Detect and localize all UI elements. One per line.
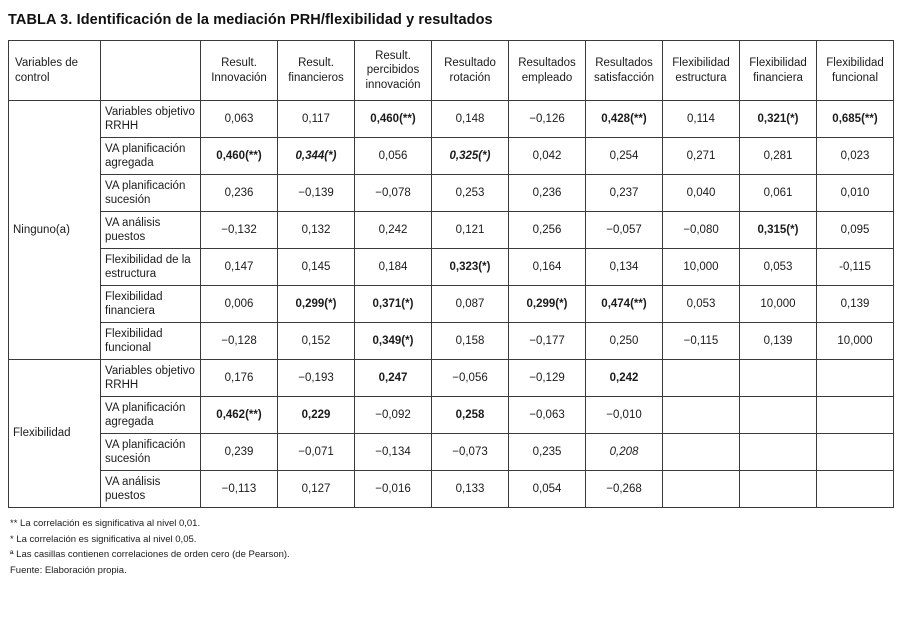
value-cell	[740, 360, 817, 397]
row-label: Flexibilidad de la estructura	[101, 249, 201, 286]
value-cell: 0,053	[740, 249, 817, 286]
row-label: VA planificación agregada	[101, 397, 201, 434]
col-header-4: Resultados empleado	[509, 41, 586, 101]
table-row	[9, 138, 894, 175]
value-cell: -0,115	[817, 249, 894, 286]
value-cell: 0,117	[278, 101, 355, 138]
value-cell: 0,462(**)	[201, 397, 278, 434]
value-cell: −0,016	[355, 471, 432, 508]
value-cell	[663, 434, 740, 471]
value-cell	[817, 360, 894, 397]
value-cell: 0,325(*)	[432, 138, 509, 175]
table-row	[9, 360, 894, 397]
value-cell	[740, 434, 817, 471]
col-header-2: Result. percibidos innovación	[355, 41, 432, 101]
value-cell: 0,053	[663, 286, 740, 323]
value-cell: 0,054	[509, 471, 586, 508]
value-cell: 0,184	[355, 249, 432, 286]
col-header-0: Result. Innovación	[201, 41, 278, 101]
value-cell: 0,460(**)	[201, 138, 278, 175]
value-cell: 0,127	[278, 471, 355, 508]
value-cell: 0,236	[509, 175, 586, 212]
value-cell	[817, 434, 894, 471]
value-cell: −0,134	[355, 434, 432, 471]
col-header-6: Flexibilidad estructura	[663, 41, 740, 101]
row-label: VA planificación sucesión	[101, 175, 201, 212]
value-cell: 0,271	[663, 138, 740, 175]
value-cell: 0,132	[278, 212, 355, 249]
table-body	[9, 101, 894, 508]
value-cell: 0,087	[432, 286, 509, 323]
correlation-table	[8, 40, 894, 508]
value-cell: 0,428(**)	[586, 101, 663, 138]
value-cell: −0,057	[586, 212, 663, 249]
value-cell: −0,113	[201, 471, 278, 508]
table-row	[9, 471, 894, 508]
value-cell: 0,176	[201, 360, 278, 397]
value-cell: 0,349(*)	[355, 323, 432, 360]
value-cell	[663, 471, 740, 508]
value-cell: −0,268	[586, 471, 663, 508]
value-cell: 0,460(**)	[355, 101, 432, 138]
value-cell: 10,000	[740, 286, 817, 323]
col-header-blank	[101, 41, 201, 101]
value-cell: 0,229	[278, 397, 355, 434]
value-cell: 0,063	[201, 101, 278, 138]
value-cell: −0,073	[432, 434, 509, 471]
value-cell: 0,685(**)	[817, 101, 894, 138]
value-cell	[817, 471, 894, 508]
row-label: Flexibilidad financiera	[101, 286, 201, 323]
footnotes	[8, 516, 894, 579]
value-cell: 0,040	[663, 175, 740, 212]
table-row	[9, 397, 894, 434]
value-cell: 0,371(*)	[355, 286, 432, 323]
value-cell: −0,129	[509, 360, 586, 397]
table-row	[9, 101, 894, 138]
value-cell: −0,128	[201, 323, 278, 360]
value-cell: 0,164	[509, 249, 586, 286]
value-cell: 0,258	[432, 397, 509, 434]
value-cell: 0,139	[817, 286, 894, 323]
value-cell: −0,115	[663, 323, 740, 360]
value-cell: 0,299(*)	[278, 286, 355, 323]
value-cell: 0,006	[201, 286, 278, 323]
value-cell: 0,148	[432, 101, 509, 138]
value-cell: −0,071	[278, 434, 355, 471]
value-cell: 0,242	[355, 212, 432, 249]
col-header-variables-de-control: Variables de control	[9, 41, 101, 101]
value-cell: 0,042	[509, 138, 586, 175]
group-label: Flexibilidad	[9, 360, 101, 508]
value-cell: 0,321(*)	[740, 101, 817, 138]
value-cell: 0,474(**)	[586, 286, 663, 323]
value-cell: −0,193	[278, 360, 355, 397]
col-header-8: Flexibilidad funcional	[817, 41, 894, 101]
value-cell: 0,056	[355, 138, 432, 175]
value-cell: 0,152	[278, 323, 355, 360]
value-cell	[817, 397, 894, 434]
value-cell: 0,323(*)	[432, 249, 509, 286]
value-cell: −0,063	[509, 397, 586, 434]
footnote-sig-005: * La correlación es significativa al nivel 0,05.	[10, 533, 197, 545]
value-cell: 0,250	[586, 323, 663, 360]
value-cell: 0,139	[740, 323, 817, 360]
value-cell: −0,010	[586, 397, 663, 434]
table-title: TABLA 3. Identificación de la mediación PRH/flexibilidad y resultados	[8, 12, 493, 28]
col-header-3: Resultado rotación	[432, 41, 509, 101]
value-cell	[740, 397, 817, 434]
value-cell: 0,235	[509, 434, 586, 471]
value-cell: 0,158	[432, 323, 509, 360]
footnote-sig-001: ** La correlación es significativa al nivel 0,01.	[10, 518, 201, 529]
value-cell: 0,010	[817, 175, 894, 212]
row-label: VA planificación agregada	[101, 138, 201, 175]
value-cell: 0,315(*)	[740, 212, 817, 249]
value-cell: 0,145	[278, 249, 355, 286]
value-cell: −0,080	[663, 212, 740, 249]
row-label: Variables objetivo RRHH	[101, 101, 201, 138]
value-cell: 0,254	[586, 138, 663, 175]
col-header-7: Flexibilidad financiera	[740, 41, 817, 101]
table-row	[9, 249, 894, 286]
row-label: VA planificación sucesión	[101, 434, 201, 471]
value-cell: 0,253	[432, 175, 509, 212]
value-cell: 0,247	[355, 360, 432, 397]
value-cell: 0,237	[586, 175, 663, 212]
value-cell: 0,239	[201, 434, 278, 471]
table-header	[9, 41, 894, 101]
footnote-source: Fuente: Elaboración propia.	[10, 565, 127, 577]
value-cell: 0,061	[740, 175, 817, 212]
value-cell: −0,139	[278, 175, 355, 212]
col-header-1: Result. financieros	[278, 41, 355, 101]
table-row	[9, 286, 894, 323]
footnote-pearson: ª Las casillas contienen correlaciones de orden cero (de Pearson).	[10, 549, 290, 561]
value-cell: 0,095	[817, 212, 894, 249]
value-cell: −0,126	[509, 101, 586, 138]
value-cell: 0,134	[586, 249, 663, 286]
value-cell: 0,242	[586, 360, 663, 397]
value-cell	[740, 471, 817, 508]
value-cell: −0,056	[432, 360, 509, 397]
table-row	[9, 175, 894, 212]
header-row	[9, 41, 894, 101]
value-cell: 10,000	[817, 323, 894, 360]
value-cell: 10,000	[663, 249, 740, 286]
group-label: Ninguno(a)	[9, 101, 101, 360]
value-cell	[663, 397, 740, 434]
value-cell: −0,177	[509, 323, 586, 360]
value-cell: 0,281	[740, 138, 817, 175]
value-cell: −0,132	[201, 212, 278, 249]
table-row	[9, 323, 894, 360]
value-cell: 0,114	[663, 101, 740, 138]
value-cell: 0,208	[586, 434, 663, 471]
value-cell	[663, 360, 740, 397]
value-cell: 0,299(*)	[509, 286, 586, 323]
value-cell: 0,133	[432, 471, 509, 508]
value-cell: 0,256	[509, 212, 586, 249]
col-header-5: Resultados satisfacción	[586, 41, 663, 101]
value-cell: 0,121	[432, 212, 509, 249]
value-cell: 0,147	[201, 249, 278, 286]
value-cell: −0,092	[355, 397, 432, 434]
table-row	[9, 212, 894, 249]
row-label: Flexibilidad funcional	[101, 323, 201, 360]
row-label: VA análisis puestos	[101, 471, 201, 508]
value-cell: 0,236	[201, 175, 278, 212]
table-row	[9, 434, 894, 471]
value-cell: −0,078	[355, 175, 432, 212]
row-label: VA análisis puestos	[101, 212, 201, 249]
row-label: Variables objetivo RRHH	[101, 360, 201, 397]
value-cell: 0,023	[817, 138, 894, 175]
value-cell: 0,344(*)	[278, 138, 355, 175]
